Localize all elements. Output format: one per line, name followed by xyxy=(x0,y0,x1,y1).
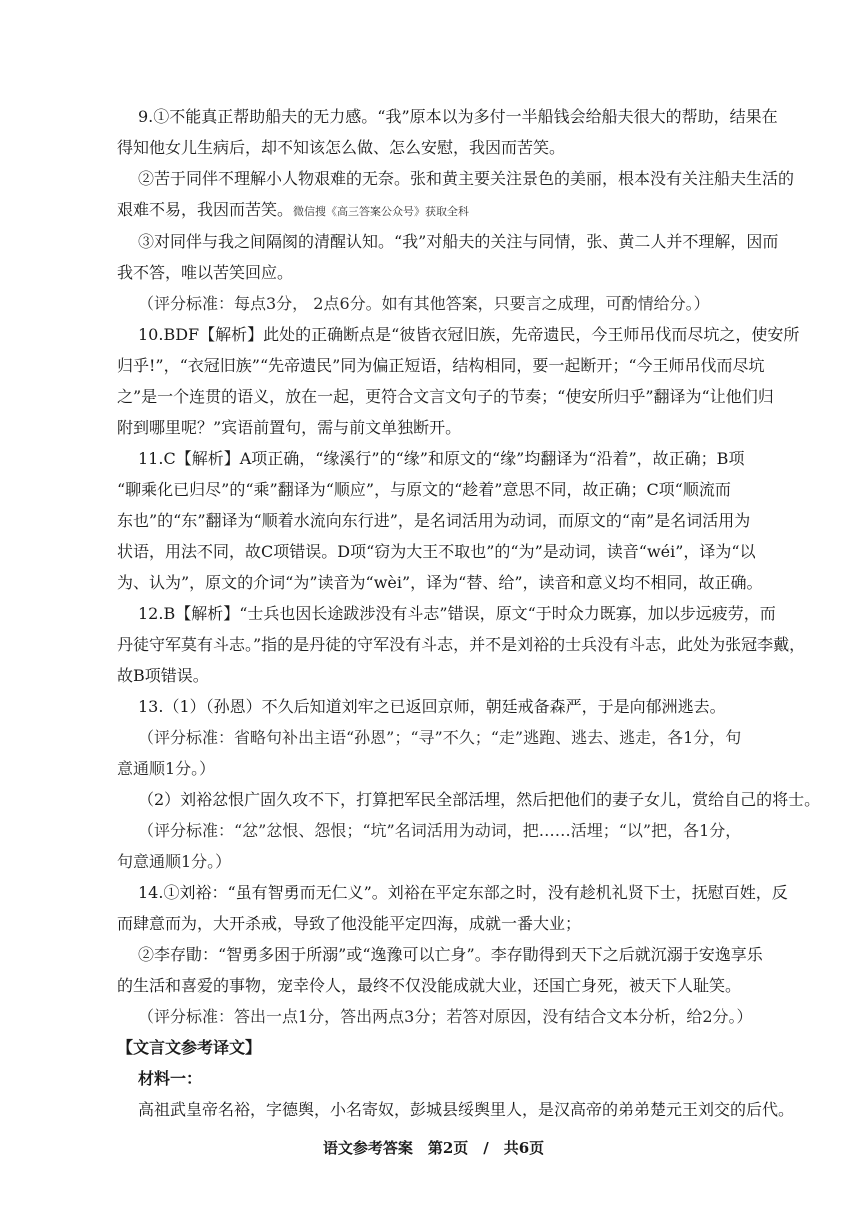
answer-14-point1-line1: 14.①刘裕：“虽有智勇而无仁义”。刘裕在平定东部之时，没有趁机礼贤下士，抚慰百姓，反 xyxy=(138,883,788,902)
answer-12-line1: 12.B【解析】“士兵也因长途跋涉没有斗志”错误，原文“于时众力既寡，加以步远疲劳，而 xyxy=(138,604,776,623)
page-footer: 语文参考答案 第2页 / 共6页 xyxy=(322,1139,545,1157)
answer-9-point3-line2: 我不答，唯以苦笑回应。 xyxy=(117,263,294,282)
answer-11-line1: 11.C【解析】A项正确，“缘溪行”的“缘”和原文的“缘”均翻译为“沿着”，故正确；B项 xyxy=(138,449,745,468)
scoring-note-13-2-line1: （评分标准：“忿”忿恨、怨恨；“坑”名词活用为动词，把……活埋；“以”把，各1分， xyxy=(138,821,742,840)
scoring-note-14: （评分标准：答出一点1分，答出两点3分；若答对原因，没有结合文本分析，给2分。） xyxy=(138,1007,753,1026)
answer-9-point1-line1: 9.①不能真正帮助船夫的无力感。“我”原本以为多付一半船钱会给船夫很大的帮助，结果在 xyxy=(138,107,778,126)
answer-9-point2-line2 xyxy=(117,200,777,222)
scoring-note-9: （评分标准：每点3分， 2点6分。如有其他答案，只要言之成理，可酌情给分。） xyxy=(138,294,710,313)
answer-11-line3: 东也”的“东”翻译为“顺着水流向东行进”，是名词活用为动词，而原文的“南”是名词活用为 xyxy=(117,511,751,530)
answer-9-point3-line1: ③对同伴与我之间隔阂的清醒认知。“我”对船夫的关注与同情，张、黄二人并不理解，因而 xyxy=(138,232,779,251)
answer-12-line2: 丹徒守军莫有斗志。”指的是丹徒的守军没有斗志，并不是刘裕的士兵没有斗志，此处为张冠李戴， xyxy=(117,635,806,654)
translation-line1: 高祖武皇帝名裕，字德舆，小名寄奴，彭城县绥舆里人，是汉高帝的弟弟楚元王刘交的后代。 xyxy=(138,1100,795,1119)
answer-11-line5: 为、认为”，原文的介词“为”读音为“wèi”，译为“替、给”，读音和意义均不相同，故正确。 xyxy=(117,573,763,592)
answer-14-point2-line1: ②李存勖：“智勇多困于所溺”或“逸豫可以亡身”。李存勖得到天下之后就沉溺于安逸享乐 xyxy=(138,945,763,964)
section-heading-translation: 【文言文参考译文】 xyxy=(117,1038,262,1057)
answer-9-point2-line1: ②苦于同伴不理解小人物艰难的无奈。张和黄主要关注景色的美丽，根本没有关注船夫生活的 xyxy=(138,169,795,188)
answer-11-line2: “聊乘化已归尽”的“乘”翻译为“顺应”，与原文的“趁着”意思不同，故正确；C项“顺流而 xyxy=(117,480,731,499)
material-one-label: 材料一： xyxy=(138,1069,203,1088)
answer-13-part2: （2）刘裕忿恨广固久攻不下，打算把军民全部活埋，然后把他们的妻子女儿，赏给自己的将士。 xyxy=(138,790,821,809)
watermark-note: 微信搜《高三答案公众号》获取全科 xyxy=(293,205,470,218)
answer-14-point2-line2: 的生活和喜爱的事物，宠幸伶人，最终不仅没能成就大业，还国亡身死，被天下人耻笑。 xyxy=(117,976,742,995)
answer-12-line3: 故B项错误。 xyxy=(117,666,209,685)
scoring-note-13-2-line2: 句意通顺1分。） xyxy=(117,852,232,871)
answer-9-point2-text: 艰难不易，我因而苦笑。 xyxy=(117,200,294,219)
answer-10-line1: 10.BDF【解析】此处的正确断点是“彼皆衣冠旧族，先帝遗民，今王师吊伐而尽坑之，使安所 xyxy=(138,325,800,344)
answer-10-line3: 之”是一个连贯的语义，放在一起，更符合文言文句子的节奏；“使安所归乎”翻译为“让他们归 xyxy=(117,387,774,406)
answer-14-point1-line2: 而肆意而为，大开杀戒，导致了他没能平定四海，成就一番大业； xyxy=(117,914,582,933)
answer-11-line4: 状语，用法不同，故C项错误。D项“窃为大王不取也”的“为”是动词，读音“wéi”，译为“以 xyxy=(117,542,756,561)
answer-9-point1-line2: 得知他女儿生病后，却不知该怎么做、怎么安慰，我因而苦笑。 xyxy=(117,138,566,157)
answer-10-line2: 归乎!”，“衣冠旧族”“先帝遗民”同为偏正短语，结构相同，要一起断开；“今王师吊伐而尽坑 xyxy=(117,356,765,375)
scoring-note-13-1-line2: 意通顺1分。） xyxy=(117,759,216,778)
scoring-note-13-1-line1: （评分标准：省略句补出主语“孙恩”；“寻”不久；“走”逃跑、逃去、逃走，各1分，句 xyxy=(138,728,742,747)
answer-13-part1: 13.（1）（孙恩）不久后知道刘牢之已返回京师，朝廷戒备森严，于是向郁洲逃去。 xyxy=(138,697,726,716)
answer-10-line4: 附到哪里呢？”宾语前置句，需与前文单独断开。 xyxy=(117,418,462,437)
